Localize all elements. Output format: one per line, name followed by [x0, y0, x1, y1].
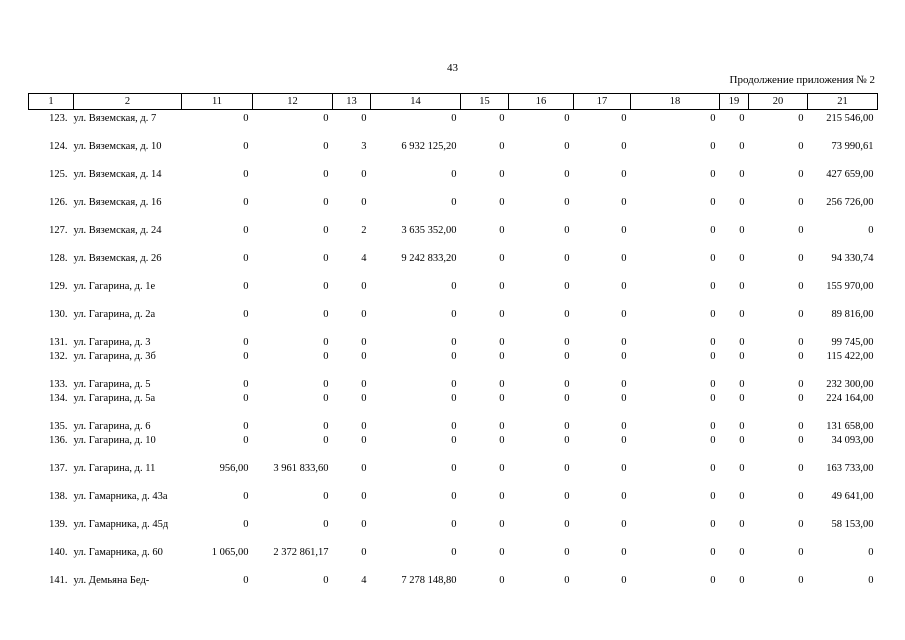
table-cell-c2: ул. Гагарина, д. 3 — [73, 337, 151, 348]
table-cell-c2: ул. Вяземская, д. 10 — [73, 141, 162, 152]
table-cell-c14: 0 — [451, 463, 457, 474]
table-cell-c20: 0 — [798, 141, 804, 152]
table-cell-c21: 99 745,00 — [831, 337, 874, 348]
table-cell-c19: 0 — [739, 225, 745, 236]
table-cell-c14: 0 — [451, 519, 457, 530]
table-cell-c11: 0 — [243, 281, 249, 292]
table-cell-c16: 0 — [564, 337, 570, 348]
table-cell-c17: 0 — [621, 393, 627, 404]
table-cell-c13: 0 — [361, 519, 367, 530]
table-cell-c12: 0 — [323, 421, 329, 432]
table-row — [29, 576, 878, 604]
table-cell-c11: 0 — [243, 575, 249, 586]
table-cell-c20: 0 — [798, 491, 804, 502]
table-cell-c12: 0 — [323, 113, 329, 124]
table-cell-c18: 0 — [710, 547, 716, 558]
table-cell-c15: 0 — [499, 421, 505, 432]
data-table — [28, 93, 878, 604]
table-cell-c15: 0 — [499, 379, 505, 390]
table-cell-c16: 0 — [564, 435, 570, 446]
table-cell-c15: 0 — [499, 281, 505, 292]
table-cell-c1: 129. — [49, 281, 68, 292]
table-cell-c19: 0 — [739, 351, 745, 362]
table-cell-c18: 0 — [710, 253, 716, 264]
table-cell-c18: 0 — [710, 197, 716, 208]
table-cell-c16: 0 — [564, 491, 570, 502]
column-header: 20 — [749, 94, 808, 110]
header-row — [29, 94, 878, 110]
table-cell-c14: 0 — [451, 435, 457, 446]
table-cell-c21: 232 300,00 — [826, 379, 874, 390]
table-cell-c21: 34 093,00 — [831, 435, 874, 446]
table-cell-c18: 0 — [710, 309, 716, 320]
table-cell-c19: 0 — [739, 337, 745, 348]
table-cell-c15: 0 — [499, 519, 505, 530]
table-cell-c1: 131. — [49, 337, 68, 348]
table-cell-c12: 0 — [323, 379, 329, 390]
table-cell-c2: ул. Гамарника, д. 45д — [73, 519, 169, 530]
table-cell-c2: ул. Демьяна Бед- — [73, 575, 150, 586]
table-cell-c13: 0 — [361, 281, 367, 292]
table-cell-c21: 256 726,00 — [826, 197, 874, 208]
table-cell-c13: 0 — [361, 337, 367, 348]
table-cell-c14: 0 — [451, 169, 457, 180]
column-header: 2 — [74, 94, 182, 110]
table-cell-c16: 0 — [564, 253, 570, 264]
column-header: 15 — [461, 94, 509, 110]
table-row — [29, 310, 878, 338]
table-cell-c20: 0 — [798, 197, 804, 208]
table-cell-c17: 0 — [621, 575, 627, 586]
table-cell-c17: 0 — [621, 141, 627, 152]
table-cell-c18: 0 — [710, 575, 716, 586]
table-cell-c13: 0 — [361, 435, 367, 446]
table-cell-c15: 0 — [499, 547, 505, 558]
table-cell-c13: 0 — [361, 169, 367, 180]
table-row — [29, 338, 878, 352]
table-cell-c13: 0 — [361, 491, 367, 502]
table-cell-c20: 0 — [798, 519, 804, 530]
table-row — [29, 548, 878, 576]
table-cell-c1: 128. — [49, 253, 68, 264]
table-cell-c14: 3 635 352,00 — [401, 225, 457, 236]
table-cell-c14: 0 — [451, 351, 457, 362]
table-cell-c15: 0 — [499, 113, 505, 124]
table-cell-c1: 134. — [49, 393, 68, 404]
table-cell-c12: 0 — [323, 491, 329, 502]
table-row — [29, 282, 878, 310]
table-cell-c2: ул. Гамарника, д. 43а — [73, 491, 168, 502]
table-cell-c2: ул. Вяземская, д. 24 — [73, 225, 162, 236]
table-row — [29, 394, 878, 422]
table-cell-c19: 0 — [739, 169, 745, 180]
table-cell-c18: 0 — [710, 393, 716, 404]
table-cell-c17: 0 — [621, 197, 627, 208]
table-cell-c11: 1 065,00 — [211, 547, 249, 558]
table-cell-c20: 0 — [798, 169, 804, 180]
table-cell-c16: 0 — [564, 379, 570, 390]
table-cell-c15: 0 — [499, 253, 505, 264]
table-cell-c12: 0 — [323, 575, 329, 586]
table-cell-c2: ул. Вяземская, д. 7 — [73, 113, 157, 124]
table-cell-c2: ул. Гамарника, д. 60 — [73, 547, 163, 558]
table-cell-c11: 0 — [243, 197, 249, 208]
table-cell-c2: ул. Вяземская, д. 16 — [73, 197, 162, 208]
table-cell-c16: 0 — [564, 169, 570, 180]
table-cell-c18: 0 — [710, 113, 716, 124]
table-cell-c16: 0 — [564, 351, 570, 362]
table-cell-c2: ул. Гагарина, д. 10 — [73, 435, 156, 446]
table-cell-c1: 123. — [49, 113, 68, 124]
table-cell-c12: 0 — [323, 337, 329, 348]
table-cell-c13: 4 — [361, 253, 367, 264]
table-cell-c21: 131 658,00 — [826, 421, 874, 432]
table-cell-c21: 224 164,00 — [826, 393, 874, 404]
table-cell-c14: 0 — [451, 393, 457, 404]
table-body — [29, 110, 878, 605]
table-cell-c15: 0 — [499, 309, 505, 320]
table-cell-c2: ул. Гагарина, д. 2а — [73, 309, 156, 320]
table-cell-c21: 155 970,00 — [826, 281, 874, 292]
table-cell-c11: 0 — [243, 141, 249, 152]
table-cell-c14: 6 932 125,20 — [401, 141, 457, 152]
table-cell-c11: 0 — [243, 393, 249, 404]
table-cell-c20: 0 — [798, 435, 804, 446]
table-cell-c21: 58 153,00 — [831, 519, 874, 530]
table-cell-c18: 0 — [710, 225, 716, 236]
table-cell-c16: 0 — [564, 575, 570, 586]
table-cell-c14: 0 — [451, 113, 457, 124]
table-cell-c15: 0 — [499, 393, 505, 404]
table-cell-c17: 0 — [621, 309, 627, 320]
table-cell-c16: 0 — [564, 393, 570, 404]
table-cell-c14: 0 — [451, 421, 457, 432]
table-cell-c11: 0 — [243, 337, 249, 348]
column-header: 16 — [509, 94, 574, 110]
table-cell-c18: 0 — [710, 421, 716, 432]
table-cell-c20: 0 — [798, 281, 804, 292]
table-row — [29, 380, 878, 394]
table-cell-c19: 0 — [739, 393, 745, 404]
table-cell-c2: ул. Гагарина, д. 1е — [73, 281, 156, 292]
column-header: 17 — [574, 94, 631, 110]
table-cell-c20: 0 — [798, 309, 804, 320]
table-row — [29, 198, 878, 226]
table-cell-c13: 0 — [361, 351, 367, 362]
table-cell-c18: 0 — [710, 351, 716, 362]
table-cell-c14: 0 — [451, 309, 457, 320]
table-cell-c12: 3 961 833,60 — [273, 463, 329, 474]
column-header: 19 — [720, 94, 749, 110]
table-cell-c16: 0 — [564, 547, 570, 558]
table-row — [29, 110, 878, 143]
table-cell-c16: 0 — [564, 281, 570, 292]
table-cell-c13: 0 — [361, 309, 367, 320]
table-cell-c14: 0 — [451, 281, 457, 292]
table-cell-c21: 73 990,61 — [831, 141, 874, 152]
table-cell-c11: 0 — [243, 113, 249, 124]
table-cell-c18: 0 — [710, 281, 716, 292]
table-header — [29, 94, 878, 110]
table-cell-c19: 0 — [739, 253, 745, 264]
table-cell-c11: 0 — [243, 421, 249, 432]
table-cell-c21: 215 546,00 — [826, 113, 874, 124]
table-cell-c13: 0 — [361, 421, 367, 432]
table-cell-c17: 0 — [621, 351, 627, 362]
table-cell-c16: 0 — [564, 309, 570, 320]
table-cell-c13: 0 — [361, 547, 367, 558]
table-cell-c17: 0 — [621, 225, 627, 236]
table-cell-c16: 0 — [564, 225, 570, 236]
table-cell-c18: 0 — [710, 491, 716, 502]
table-cell-c1: 138. — [49, 491, 68, 502]
continuation-label: Продолжение приложения № 2 — [729, 74, 875, 86]
table-cell-c14: 0 — [451, 491, 457, 502]
table-cell-c20: 0 — [798, 379, 804, 390]
table-cell-c13: 0 — [361, 463, 367, 474]
table-cell-c2: ул. Вяземская, д. 26 — [73, 253, 162, 264]
table-cell-c15: 0 — [499, 197, 505, 208]
table-cell-c14: 7 278 148,80 — [401, 575, 457, 586]
table-cell-c20: 0 — [798, 463, 804, 474]
table-cell-c15: 0 — [499, 225, 505, 236]
table-cell-c17: 0 — [621, 281, 627, 292]
table-cell-c1: 125. — [49, 169, 68, 180]
table-cell-c2: ул. Гагарина, д. 6 — [73, 421, 151, 432]
column-header: 11 — [182, 94, 253, 110]
table-row — [29, 352, 878, 380]
page-number: 43 — [447, 62, 458, 74]
table-cell-c1: 140. — [49, 547, 68, 558]
table-cell-c13: 3 — [361, 141, 367, 152]
table-cell-c21: 89 816,00 — [831, 309, 874, 320]
table-cell-c18: 0 — [710, 169, 716, 180]
table-cell-c19: 0 — [739, 491, 745, 502]
table-cell-c19: 0 — [739, 435, 745, 446]
table-cell-c13: 0 — [361, 197, 367, 208]
table-cell-c12: 2 372 861,17 — [273, 547, 329, 558]
table-row — [29, 254, 878, 282]
table-cell-c11: 0 — [243, 519, 249, 530]
table-cell-c2: ул. Вяземская, д. 14 — [73, 169, 162, 180]
table-cell-c18: 0 — [710, 463, 716, 474]
table-cell-c13: 0 — [361, 393, 367, 404]
table-cell-c16: 0 — [564, 463, 570, 474]
table-cell-c15: 0 — [499, 169, 505, 180]
table-cell-c12: 0 — [323, 393, 329, 404]
table-cell-c15: 0 — [499, 141, 505, 152]
table-cell-c21: 0 — [868, 547, 874, 558]
table-cell-c16: 0 — [564, 197, 570, 208]
table-cell-c1: 137. — [49, 463, 68, 474]
table-cell-c1: 127. — [49, 225, 68, 236]
table-cell-c14: 0 — [451, 547, 457, 558]
table-cell-c19: 0 — [739, 463, 745, 474]
table-row — [29, 142, 878, 170]
table-row — [29, 464, 878, 492]
table-row — [29, 170, 878, 198]
column-header: 14 — [371, 94, 461, 110]
table-cell-c13: 0 — [361, 113, 367, 124]
table-cell-c19: 0 — [739, 547, 745, 558]
table-cell-c21: 163 733,00 — [826, 463, 874, 474]
table-cell-c17: 0 — [621, 337, 627, 348]
table-cell-c19: 0 — [739, 379, 745, 390]
table-cell-c17: 0 — [621, 547, 627, 558]
table-cell-c1: 132. — [49, 351, 68, 362]
table-cell-c17: 0 — [621, 253, 627, 264]
table-cell-c17: 0 — [621, 491, 627, 502]
table-row — [29, 226, 878, 254]
table-cell-c18: 0 — [710, 435, 716, 446]
table-cell-c1: 139. — [49, 519, 68, 530]
table-cell-c16: 0 — [564, 113, 570, 124]
table-cell-c17: 0 — [621, 463, 627, 474]
table-cell-c17: 0 — [621, 519, 627, 530]
table-cell-c19: 0 — [739, 141, 745, 152]
table-cell-c21: 0 — [868, 575, 874, 586]
table-cell-c13: 2 — [361, 225, 367, 236]
table-cell-c20: 0 — [798, 225, 804, 236]
table-cell-c21: 49 641,00 — [831, 491, 874, 502]
table-cell-c17: 0 — [621, 435, 627, 446]
table-cell-c14: 9 242 833,20 — [401, 253, 457, 264]
table-cell-c17: 0 — [621, 169, 627, 180]
table-cell-c1: 136. — [49, 435, 68, 446]
table-cell-c12: 0 — [323, 351, 329, 362]
table-cell-c12: 0 — [323, 281, 329, 292]
table-cell-c11: 0 — [243, 379, 249, 390]
table-cell-c17: 0 — [621, 379, 627, 390]
table-cell-c11: 0 — [243, 491, 249, 502]
table-row — [29, 436, 878, 464]
table-cell-c2: ул. Гагарина, д. 5 — [73, 379, 151, 390]
table-cell-c19: 0 — [739, 519, 745, 530]
table-cell-c21: 94 330,74 — [831, 253, 874, 264]
table-cell-c2: ул. Гагарина, д. 3б — [73, 351, 156, 362]
table-cell-c20: 0 — [798, 113, 804, 124]
column-header: 12 — [253, 94, 333, 110]
table-cell-c18: 0 — [710, 379, 716, 390]
table-cell-c15: 0 — [499, 337, 505, 348]
column-header: 18 — [631, 94, 720, 110]
table-cell-c14: 0 — [451, 337, 457, 348]
table-cell-c19: 0 — [739, 281, 745, 292]
table-cell-c19: 0 — [739, 421, 745, 432]
table-cell-c17: 0 — [621, 113, 627, 124]
table-cell-c1: 124. — [49, 141, 68, 152]
table-cell-c20: 0 — [798, 575, 804, 586]
table-cell-c20: 0 — [798, 351, 804, 362]
table-cell-c19: 0 — [739, 197, 745, 208]
table-row — [29, 492, 878, 520]
table-cell-c1: 130. — [49, 309, 68, 320]
table-cell-c16: 0 — [564, 141, 570, 152]
table-cell-c2: ул. Гагарина, д. 11 — [73, 463, 156, 474]
table-cell-c15: 0 — [499, 463, 505, 474]
table-cell-c12: 0 — [323, 309, 329, 320]
table-cell-c1: 126. — [49, 197, 68, 208]
table-row — [29, 520, 878, 548]
table-cell-c20: 0 — [798, 547, 804, 558]
table-cell-c15: 0 — [499, 491, 505, 502]
table-cell-c19: 0 — [739, 575, 745, 586]
table-cell-c21: 0 — [868, 225, 874, 236]
table-cell-c20: 0 — [798, 337, 804, 348]
table-cell-c12: 0 — [323, 197, 329, 208]
table-cell-c12: 0 — [323, 169, 329, 180]
table-row — [29, 422, 878, 436]
table-cell-c20: 0 — [798, 253, 804, 264]
table-cell-c17: 0 — [621, 421, 627, 432]
table-cell-c16: 0 — [564, 421, 570, 432]
table-cell-c11: 0 — [243, 169, 249, 180]
table-cell-c12: 0 — [323, 225, 329, 236]
table-cell-c13: 0 — [361, 379, 367, 390]
table-cell-c1: 135. — [49, 421, 68, 432]
table-cell-c11: 0 — [243, 253, 249, 264]
table-cell-c20: 0 — [798, 421, 804, 432]
table-cell-c16: 0 — [564, 519, 570, 530]
table-cell-c11: 0 — [243, 225, 249, 236]
table-cell-c18: 0 — [710, 337, 716, 348]
column-header: 13 — [333, 94, 371, 110]
table-cell-c12: 0 — [323, 435, 329, 446]
table-cell-c20: 0 — [798, 393, 804, 404]
table-cell-c12: 0 — [323, 141, 329, 152]
table-cell-c11: 0 — [243, 435, 249, 446]
table-cell-c18: 0 — [710, 519, 716, 530]
table-cell-c11: 956,00 — [219, 463, 249, 474]
table-cell-c13: 4 — [361, 575, 367, 586]
table-cell-c18: 0 — [710, 141, 716, 152]
table-cell-c14: 0 — [451, 379, 457, 390]
column-header: 1 — [29, 94, 74, 110]
table-cell-c11: 0 — [243, 351, 249, 362]
table-cell-c1: 133. — [49, 379, 68, 390]
table-cell-c19: 0 — [739, 309, 745, 320]
table-cell-c15: 0 — [499, 351, 505, 362]
table-cell-c2: ул. Гагарина, д. 5а — [73, 393, 156, 404]
table-cell-c19: 0 — [739, 113, 745, 124]
table-cell-c21: 427 659,00 — [826, 169, 874, 180]
table-cell-c15: 0 — [499, 575, 505, 586]
table-cell-c14: 0 — [451, 197, 457, 208]
table-cell-c12: 0 — [323, 519, 329, 530]
column-header: 21 — [808, 94, 878, 110]
table-cell-c11: 0 — [243, 309, 249, 320]
table-cell-c12: 0 — [323, 253, 329, 264]
table-cell-c15: 0 — [499, 435, 505, 446]
table-cell-c21: 115 422,00 — [826, 351, 874, 362]
table-cell-c1: 141. — [49, 575, 68, 586]
